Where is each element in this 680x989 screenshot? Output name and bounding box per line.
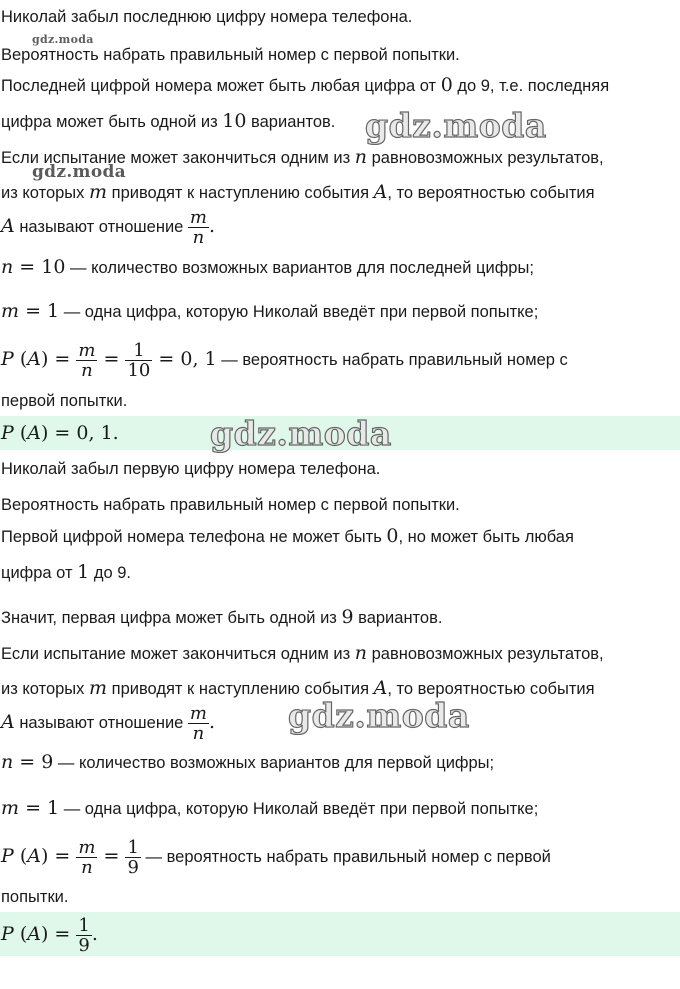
task2-definition-line1: Если испытание может закончиться одним из n равновозможных результатов, bbox=[1, 642, 604, 664]
task2-reasoning-line3: Значит, первая цифра может быть одной из 9 вариантов. bbox=[1, 606, 443, 628]
fraction-m-over-n: $\frac{m}{n}$ bbox=[189, 703, 207, 745]
task1-answer: P (A) = 0, 1. bbox=[1, 422, 119, 444]
fraction-m-over-n: $\frac{m}{n}$ bbox=[189, 207, 207, 249]
task2-definition-line3: A называют отношение $\frac{m}{n}$ . bbox=[1, 703, 216, 745]
task1-reasoning-line2: цифра может быть одной из 10 вариантов. bbox=[1, 110, 336, 132]
task2-m-value: m = 1 — одна цифра, которую Николай введёт при первой попытке; bbox=[1, 797, 539, 819]
fraction-m-over-n: $\frac{m}{n}$ bbox=[78, 837, 96, 879]
task1-statement: Николай забыл последнюю цифру номера телефона. bbox=[1, 8, 413, 26]
watermark-medium: gdz.moda bbox=[32, 162, 126, 182]
task2-reasoning-line1: Первой цифрой номера телефона не может быть 0, но может быть любая bbox=[1, 525, 574, 547]
watermark-small: gdz.moda bbox=[32, 33, 94, 46]
task1-definition-line1: Если испытание может закончиться одним из n равновозможных результатов, bbox=[1, 146, 604, 168]
task1-reasoning-line1: Последней цифрой номера может быть любая цифра от 0 до 9, т.е. последняя bbox=[1, 74, 610, 96]
task1-probability-formula: P (A) = $\frac{m}{n}$ = $\frac{1}{10}$ = 0, 1 — вероятность набрать правильный номер с bbox=[1, 340, 568, 382]
task1-definition-line3: A называют отношение $\frac{m}{n}$ . bbox=[1, 207, 216, 249]
task2-n-value: n = 9 — количество возможных вариантов для первой цифры; bbox=[1, 751, 495, 773]
fraction-m-over-n: $\frac{m}{n}$ bbox=[78, 340, 96, 382]
task1-definition-line2: из которых m приводят к наступлению события A, то вероятностью события bbox=[1, 181, 595, 203]
fraction-1-over-10: $\frac{1}{10}$ bbox=[127, 340, 151, 382]
fraction-1-over-9: $\frac{1}{9}$ bbox=[78, 915, 90, 957]
task1-n-value: n = 10 — количество возможных вариантов для последней цифры; bbox=[1, 256, 534, 278]
task1-question: Вероятность набрать правильный номер с первой попытки. bbox=[1, 46, 460, 64]
fraction-1-over-9: $\frac{1}{9}$ bbox=[127, 837, 139, 879]
watermark-large: gdz.moda bbox=[210, 414, 392, 453]
task1-m-value: m = 1 — одна цифра, которую Николай введёт при первой попытке; bbox=[1, 300, 539, 322]
task2-definition-line2: из которых m приводят к наступлению события A, то вероятностью события bbox=[1, 677, 595, 699]
answer-highlight-2 bbox=[0, 912, 680, 956]
task2-reasoning-line2: цифра от 1 до 9. bbox=[1, 561, 131, 583]
task1-probability-text: первой попытки. bbox=[1, 392, 128, 410]
task2-answer: P (A) = $\frac{1}{9}$ . bbox=[1, 915, 98, 957]
watermark-large: gdz.moda bbox=[365, 106, 547, 145]
task2-statement: Николай забыл первую цифру номера телефона. bbox=[1, 460, 381, 478]
watermark-large: gdz.moda bbox=[288, 696, 470, 735]
task2-probability-text: попытки. bbox=[1, 888, 69, 906]
task2-question: Вероятность набрать правильный номер с первой попытки. bbox=[1, 496, 460, 514]
task2-probability-formula: P (A) = $\frac{m}{n}$ = $\frac{1}{9}$ — вероятность набрать правильный номер с первой bbox=[1, 837, 551, 879]
